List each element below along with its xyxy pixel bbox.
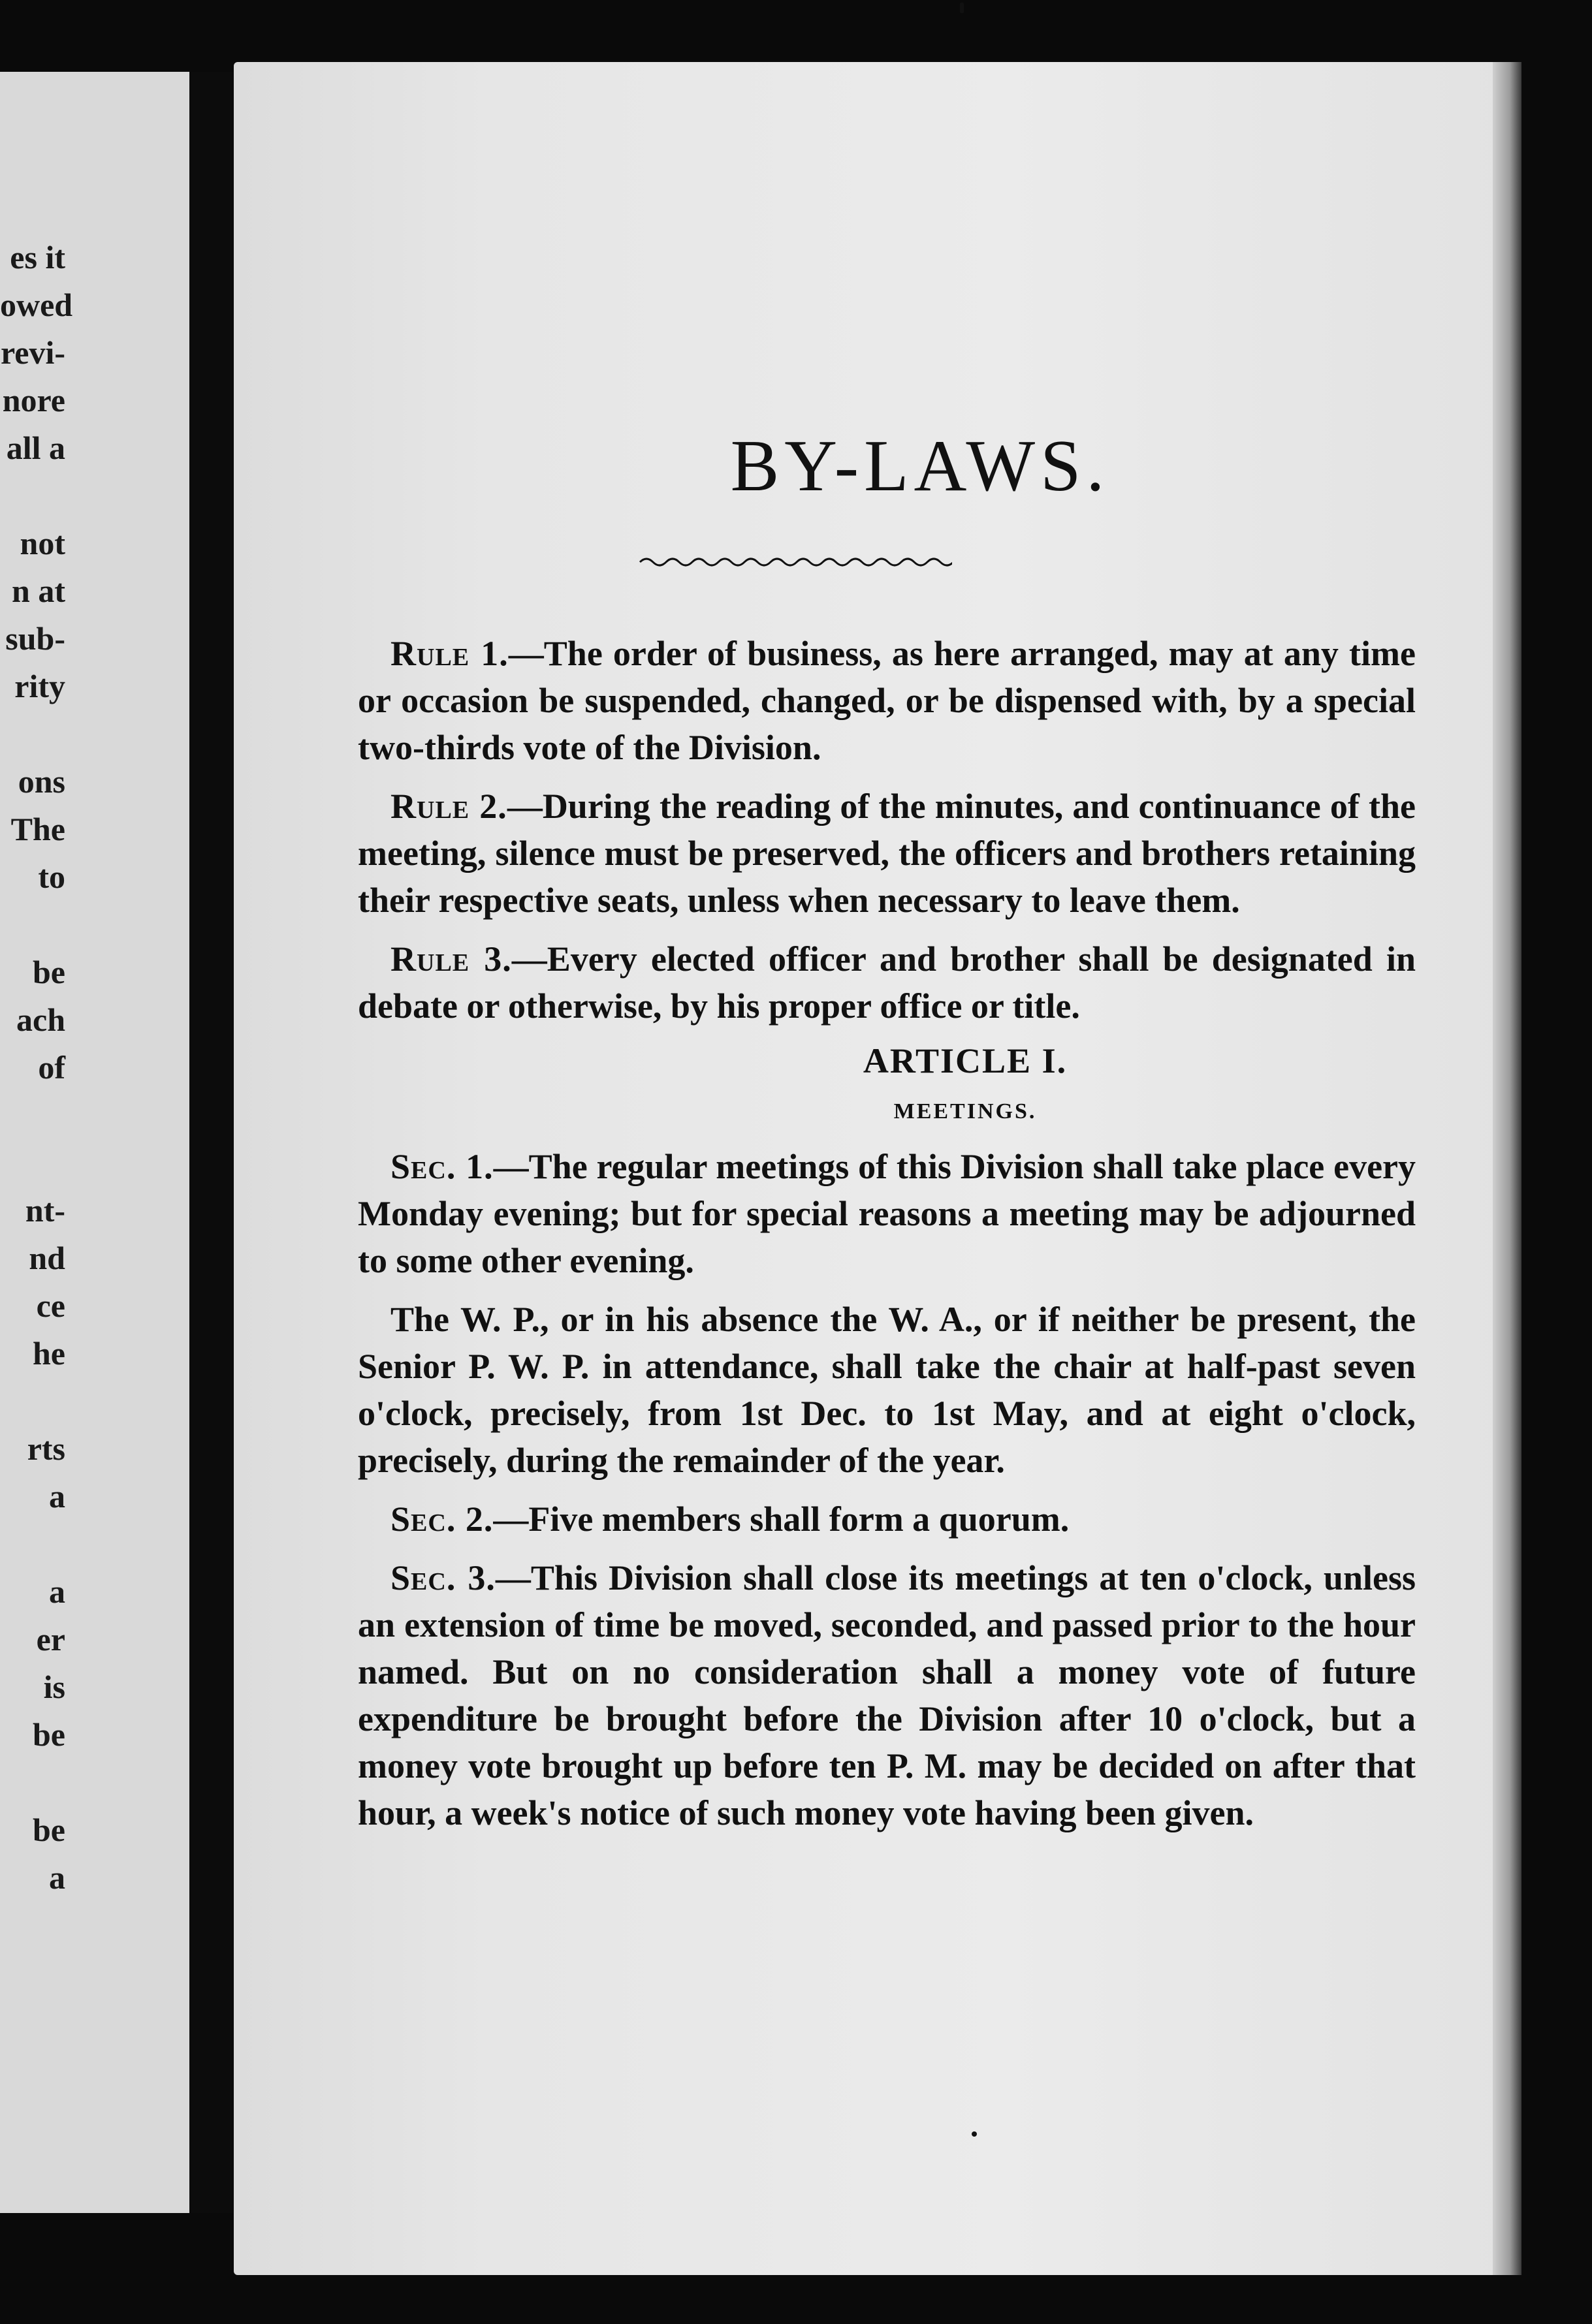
left-page-fragment-line: a bbox=[49, 1573, 65, 1610]
left-page-fragment-line: revi- bbox=[0, 334, 65, 371]
ink-speck bbox=[972, 2131, 977, 2137]
left-page-fragment-line: nore bbox=[2, 382, 65, 418]
officers-paragraph: The W. P., or in his absence the W. A., or if neither be present, the Senior P. W. P. in attendance, shall take the chair at half-past seven o'clock, precisely, from 1st Dec. to 1st May, and at eight o'clock, precisely, during the remainder of the year. bbox=[358, 1300, 1416, 1480]
left-page-fragment-line: ons bbox=[18, 763, 65, 800]
left-page-fragment-line: rity bbox=[14, 668, 65, 704]
left-page-fragment-line: nd bbox=[29, 1240, 65, 1276]
left-page-fragment-line: be bbox=[33, 954, 65, 990]
title-flourish-ornament bbox=[639, 552, 952, 571]
page-title: BY-LAWS. bbox=[730, 426, 1110, 507]
rule-1-text: —The order of business, as here arranged, may at any time or occasion be suspended, changed, or be dispensed with, by a special two-thirds vote of the Division. bbox=[358, 634, 1416, 767]
left-page-fragment-line: er bbox=[36, 1621, 65, 1657]
left-page-fragment-line: a bbox=[49, 1478, 65, 1515]
section-1-label: Sec. 1. bbox=[390, 1147, 494, 1186]
section-1-paragraph bbox=[358, 1143, 1416, 1284]
ink-speck bbox=[960, 3, 964, 13]
left-page-fragment bbox=[0, 72, 189, 2213]
left-page-fragment-line: n at bbox=[12, 573, 65, 609]
section-1-text: —The regular meetings of this Division shall take place every Monday evening; but for special reasons a meeting may be adjourned to some other evening. bbox=[358, 1147, 1416, 1280]
rule-1-label: Rule 1. bbox=[390, 634, 509, 673]
section-2-paragraph bbox=[358, 1496, 1416, 1543]
rule-3-text: —Every elected officer and brother shall be designated in debate or otherwise, by his proper office or title. bbox=[358, 939, 1416, 1026]
rule-1-paragraph bbox=[358, 630, 1416, 771]
rule-3-label: Rule 3. bbox=[390, 939, 512, 979]
left-page-fragment-line: nt- bbox=[25, 1192, 65, 1229]
rule-2-paragraph bbox=[358, 783, 1416, 924]
book-spine bbox=[189, 72, 235, 2213]
left-page-fragment-line: rts bbox=[27, 1430, 65, 1467]
left-page-fragment-line: es it bbox=[10, 239, 65, 275]
section-2-label: Sec. 2. bbox=[390, 1500, 494, 1539]
book-page bbox=[234, 62, 1521, 2275]
left-page-fragment-line: a bbox=[49, 1859, 65, 1896]
left-page-fragment-line: be bbox=[33, 1716, 65, 1753]
left-page-fragment-line: ach bbox=[16, 1001, 65, 1038]
page-edge bbox=[1493, 62, 1521, 2275]
left-page-fragment-line: to bbox=[38, 858, 65, 895]
left-page-fragment-line: be bbox=[33, 1812, 65, 1848]
left-page-fragment-line: ce bbox=[36, 1287, 65, 1324]
left-page-fragment-line: is bbox=[43, 1669, 65, 1705]
rule-3-paragraph bbox=[358, 935, 1416, 1029]
left-page-fragment-line: sub- bbox=[5, 620, 65, 657]
left-page-fragment-line: The bbox=[10, 811, 65, 847]
left-page-fragment-line: not bbox=[20, 525, 65, 561]
left-page-fragment-line: he bbox=[33, 1335, 65, 1372]
left-page-fragment-line: all a bbox=[6, 430, 65, 466]
rule-2-text: —During the reading of the minutes, and continuance of the meeting, silence must be preserved, the officers and brothers retaining their respective seats, unless when necessary to leave them. bbox=[358, 787, 1416, 920]
section-3-paragraph bbox=[358, 1554, 1416, 1836]
section-2-text: —Five members shall form a quorum. bbox=[493, 1500, 1070, 1539]
rule-2-label: Rule 2. bbox=[390, 787, 507, 826]
article-subheading: MEETINGS. bbox=[893, 1099, 1037, 1123]
section-3-text: —This Division shall close its meetings at ten o'clock, unless an extension of time be moved, seconded, and passed prior to the hour named. But on no consideration shall a money vote of future expenditure be brought before the Division after 10 o'clock, but a money vote brought up before ten P. M. may be decided on after that hour, a week's notice of such money vote having been given. bbox=[358, 1558, 1416, 1832]
left-page-fragment-line: owed bbox=[0, 287, 73, 323]
bylaws-body bbox=[358, 630, 1416, 1848]
section-3-label: Sec. 3. bbox=[390, 1558, 496, 1597]
article-heading: ARTICLE I. bbox=[863, 1041, 1068, 1080]
left-page-fragment-line: of bbox=[38, 1049, 65, 1086]
